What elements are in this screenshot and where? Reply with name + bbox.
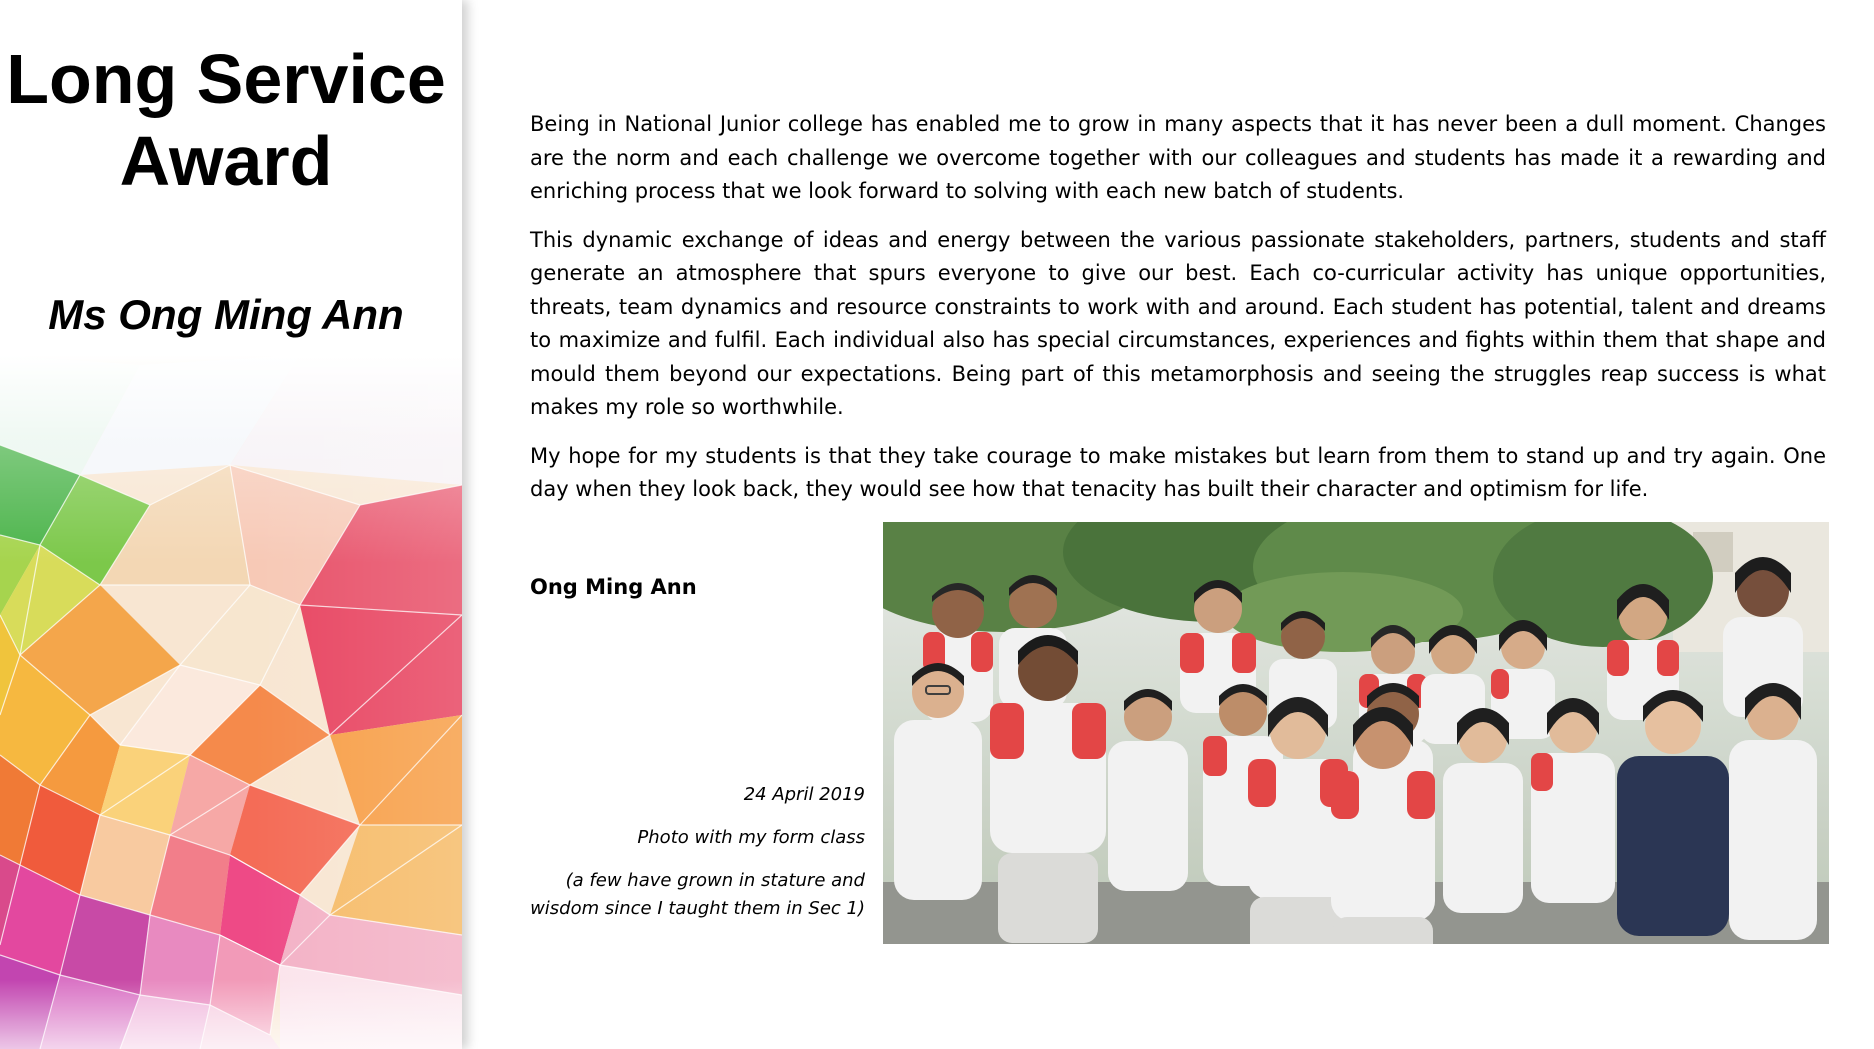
photo-caption-note — [520, 867, 865, 923]
photo-caption-description: Photo with my form class — [637, 827, 865, 848]
author-signature-name: Ong Ming Ann — [530, 575, 697, 599]
group-photo-illustration — [883, 522, 1829, 944]
photo-caption-date: 24 April 2019 — [743, 784, 865, 805]
photo-caption-note-line2: wisdom since I taught them in Sec 1) — [530, 898, 865, 919]
photo-caption-note-line1: (a few have grown in stature and — [565, 870, 865, 891]
testimonial-body — [530, 108, 1826, 522]
award-title — [0, 38, 452, 202]
group-photo — [883, 522, 1829, 944]
recipient-name: Ms Ong Ming Ann — [48, 291, 404, 338]
polygon-art-background — [0, 355, 462, 1049]
testimonial-paragraph-3: My hope for my students is that they take courage to make mistakes but learn from them to stand up and try again. One day when they look back, they would see how that tenacity has built their character and optimism for life. — [530, 443, 1826, 501]
award-title-line2: Award — [119, 122, 333, 200]
award-title-line1: Long Service — [6, 40, 446, 118]
testimonial-paragraph-1: Being in National Junior college has enabled me to grow in many aspects that it has never been a dull moment. Changes are the norm and each challenge we overcome together with our colleagues and students has made it a rewarding and enriching process that we look forward to solving with each new batch of students. — [530, 112, 1826, 203]
left-panel — [0, 0, 462, 1049]
testimonial-paragraph-2: This dynamic exchange of ideas and energy between the various passionate stakeholders, partners, students and staff generate an atmosphere that spurs everyone to give our best. Each co-curricular activity has unique opportunities, threats, team dynamics and resource constraints to work with and around. Each student has potential, talent and dreams to maximize and fulfil. Each individual also has special circumstances, experiences and fights within them that shape and mould them beyond our expectations. Being part of this metamorphosis and seeing the struggles reap success is what makes my role so worthwhile. — [530, 227, 1826, 419]
